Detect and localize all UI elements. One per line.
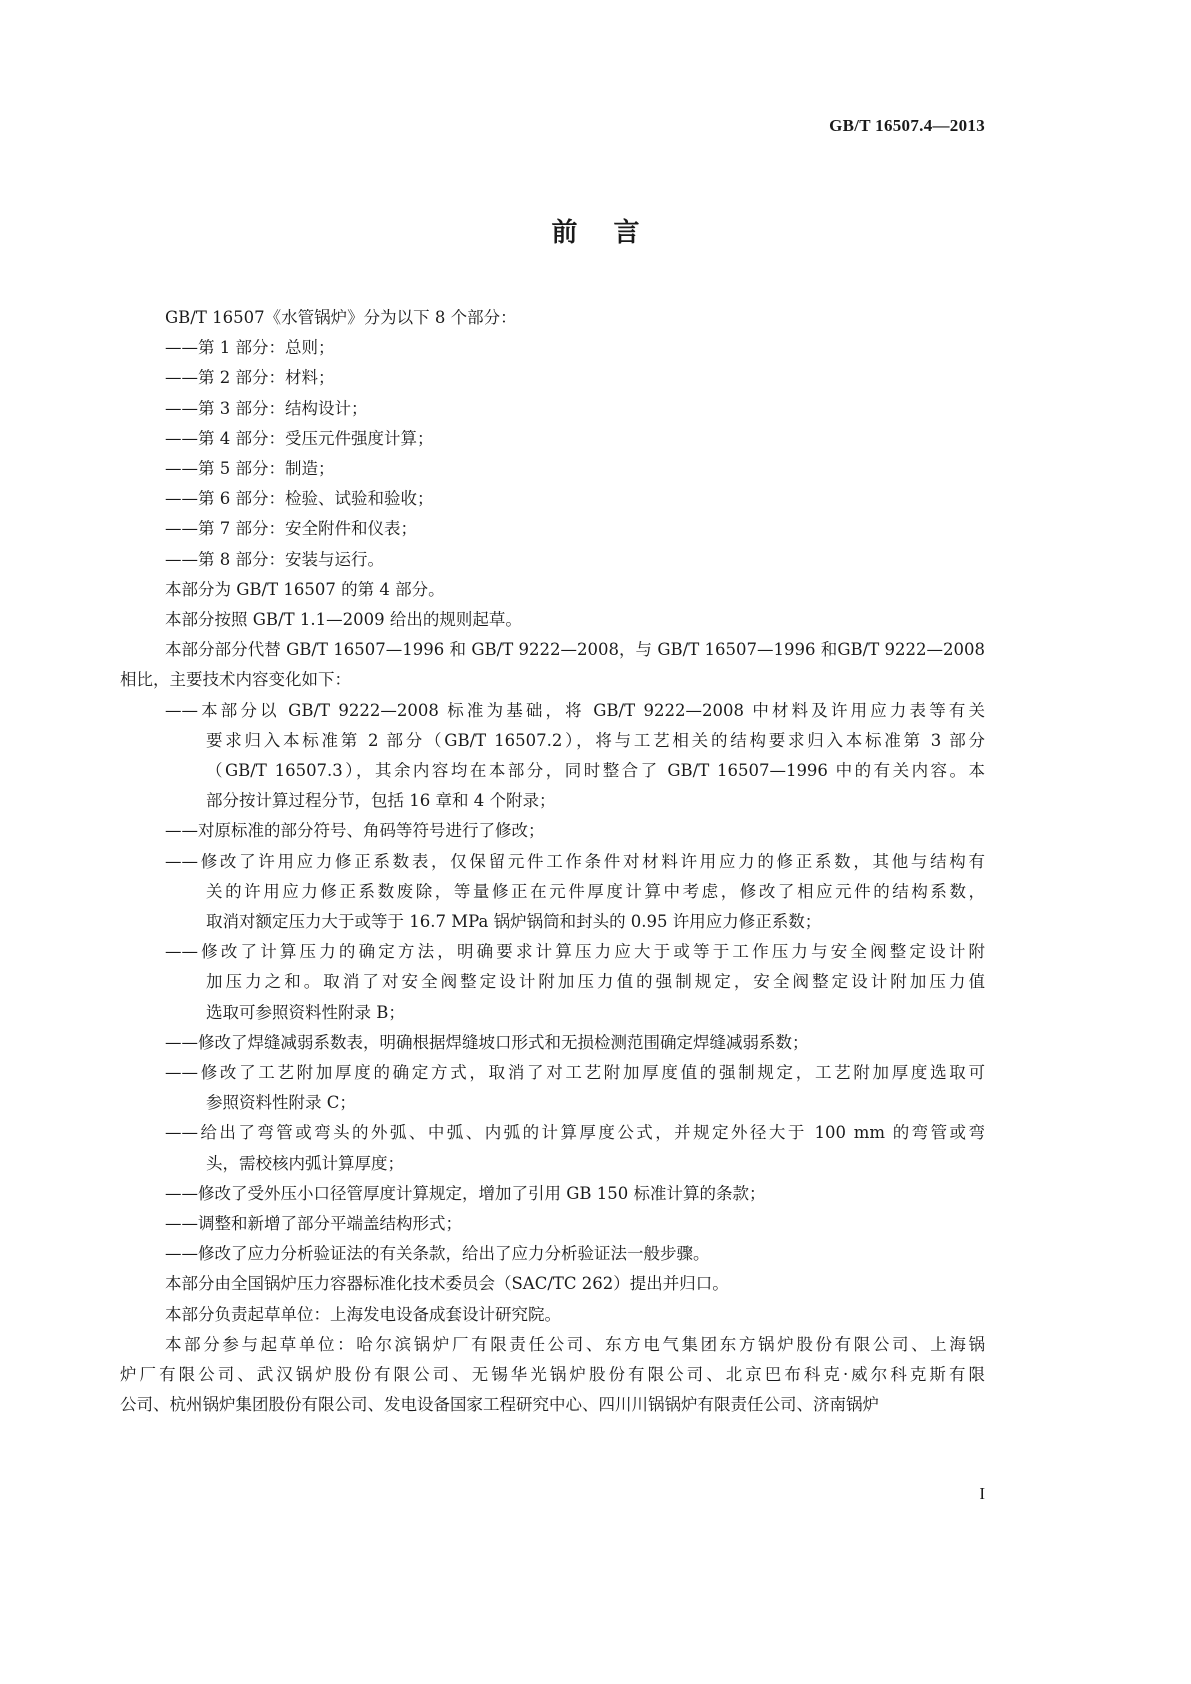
text-line: ——第 2 部分：材料； <box>165 368 335 388</box>
text-line: ——修改了受外压小口径管厚度计算规定，增加了引用 GB 150 标准计算的条款； <box>165 1183 766 1203</box>
text-line: GB/T 16507《水管锅炉》分为以下 8 个部分： <box>165 308 517 327</box>
text-line: 加压力之和。取消了对安全阀整定设计附加压力值的强制规定，安全阀整定设计附加压力值 <box>206 972 985 992</box>
page-number: I <box>979 1484 985 1503</box>
text-line: 本部分部分代替 GB/T 16507—1996 和 GB/T 9222—2008，与 GB/T 16507—1996 和GB/T 9222—2008 <box>165 640 985 660</box>
standard-code-header: GB/T 16507.4—2013 <box>829 116 985 135</box>
list-item <box>120 484 985 514</box>
text-line: ——第 7 部分：安全附件和仪表； <box>165 519 417 539</box>
text-line: 公司、杭州锅炉集团股份有限公司、发电设备国家工程研究中心、四川川锅锅炉有限责任公司、济南锅炉 <box>120 1395 879 1415</box>
text-line: ——给出了弯管或弯头的外弧、中弧、内弧的计算厚度公式，并规定外径大于 100 mm 的弯管或弯 <box>165 1123 985 1143</box>
text-line: 选取可参照资料性附录 B； <box>206 1002 405 1022</box>
text-line: ——第 5 部分：制造； <box>165 459 335 479</box>
list-item <box>120 1179 985 1209</box>
list-item <box>120 1058 985 1118</box>
list-item <box>120 424 985 454</box>
list-item <box>120 545 985 575</box>
title-char: 前 <box>551 218 578 248</box>
list-item <box>120 1209 985 1239</box>
list-item <box>120 1118 985 1178</box>
text-line: 要求归入本标准第 2 部分（GB/T 16507.2），将与工艺相关的结构要求归入本标准第 3 部分 <box>206 730 985 750</box>
text-line: ——修改了计算压力的确定方法，明确要求计算压力应大于或等于工作压力与安全阀整定设计附 <box>165 942 985 962</box>
text-line: ——本部分以 GB/T 9222—2008 标准为基础，将 GB/T 9222—2008 中材料及许用应力表等有关 <box>165 700 985 720</box>
foreword-body <box>120 303 985 1420</box>
text-line: 本部分参与起草单位：哈尔滨锅炉厂有限责任公司、东方电气集团东方锅炉股份有限公司、上海锅 <box>165 1334 985 1354</box>
page-title <box>0 212 1191 249</box>
text-line: 参照资料性附录 C； <box>206 1093 356 1113</box>
list-item <box>120 847 985 938</box>
list-item <box>120 1239 985 1269</box>
list-item <box>120 363 985 393</box>
text-line: 本部分按照 GB/T 1.1—2009 给出的规则起草。 <box>165 610 522 630</box>
list-item <box>120 816 985 846</box>
list-item <box>120 696 985 817</box>
list-item <box>120 333 985 363</box>
list-item <box>120 1028 985 1058</box>
text-line: 头，需校核内弧计算厚度； <box>206 1153 404 1173</box>
text-line: ——第 4 部分：受压元件强度计算； <box>165 428 434 448</box>
title-char: 言 <box>613 218 640 248</box>
text-line: 本部分负责起草单位：上海发电设备成套设计研究院。 <box>165 1304 561 1324</box>
text-line: 本部分由全国锅炉压力容器标准化技术委员会（SAC/TC 262）提出并归口。 <box>165 1274 729 1294</box>
text-line: 炉厂有限公司、武汉锅炉股份有限公司、无锡华光锅炉股份有限公司、北京巴布科克·威尔科克斯有限 <box>120 1364 985 1384</box>
paragraph <box>120 303 985 333</box>
text-line: ——修改了应力分析验证法的有关条款，给出了应力分析验证法一般步骤。 <box>165 1244 710 1264</box>
text-line: 相比，主要技术内容变化如下： <box>120 670 351 690</box>
paragraph <box>120 605 985 635</box>
paragraph <box>120 1330 985 1421</box>
paragraph <box>120 635 985 695</box>
text-line: 关的许用应力修正系数废除，等量修正在元件厚度计算中考虑，修改了相应元件的结构系数， <box>206 881 985 901</box>
text-line: 取消对额定压力大于或等于 16.7 MPa 锅炉锅筒和封头的 0.95 许用应力修正系数； <box>206 911 822 931</box>
list-item <box>120 937 985 1028</box>
text-line: ——修改了许用应力修正系数表，仅保留元件工作条件对材料许用应力的修正系数，其他与结构有 <box>165 851 985 871</box>
text-line: ——第 6 部分：检验、试验和验收； <box>165 489 434 509</box>
text-line: ——第 1 部分：总则； <box>165 338 335 358</box>
text-line: ——第 8 部分：安装与运行。 <box>165 549 384 569</box>
list-item <box>120 514 985 544</box>
text-line: 本部分为 GB/T 16507 的第 4 部分。 <box>165 579 445 599</box>
text-line: ——调整和新增了部分平端盖结构形式； <box>165 1213 462 1233</box>
list-item <box>120 394 985 424</box>
list-item <box>120 454 985 484</box>
paragraph <box>120 1269 985 1299</box>
text-line: ——对原标准的部分符号、角码等符号进行了修改； <box>165 821 545 841</box>
text-line: ——修改了工艺附加厚度的确定方式，取消了对工艺附加厚度值的强制规定，工艺附加厚度选取可 <box>165 1062 985 1082</box>
text-line: （GB/T 16507.3），其余内容均在本部分，同时整合了 GB/T 16507—1996 中的有关内容。本 <box>206 761 985 780</box>
text-line: ——第 3 部分：结构设计； <box>165 398 368 418</box>
paragraph <box>120 575 985 605</box>
text-line: 部分按计算过程分节，包括 16 章和 4 个附录； <box>206 791 556 811</box>
text-line: ——修改了焊缝减弱系数表，明确根据焊缝坡口形式和无损检测范围确定焊缝减弱系数； <box>165 1032 809 1052</box>
paragraph <box>120 1300 985 1330</box>
